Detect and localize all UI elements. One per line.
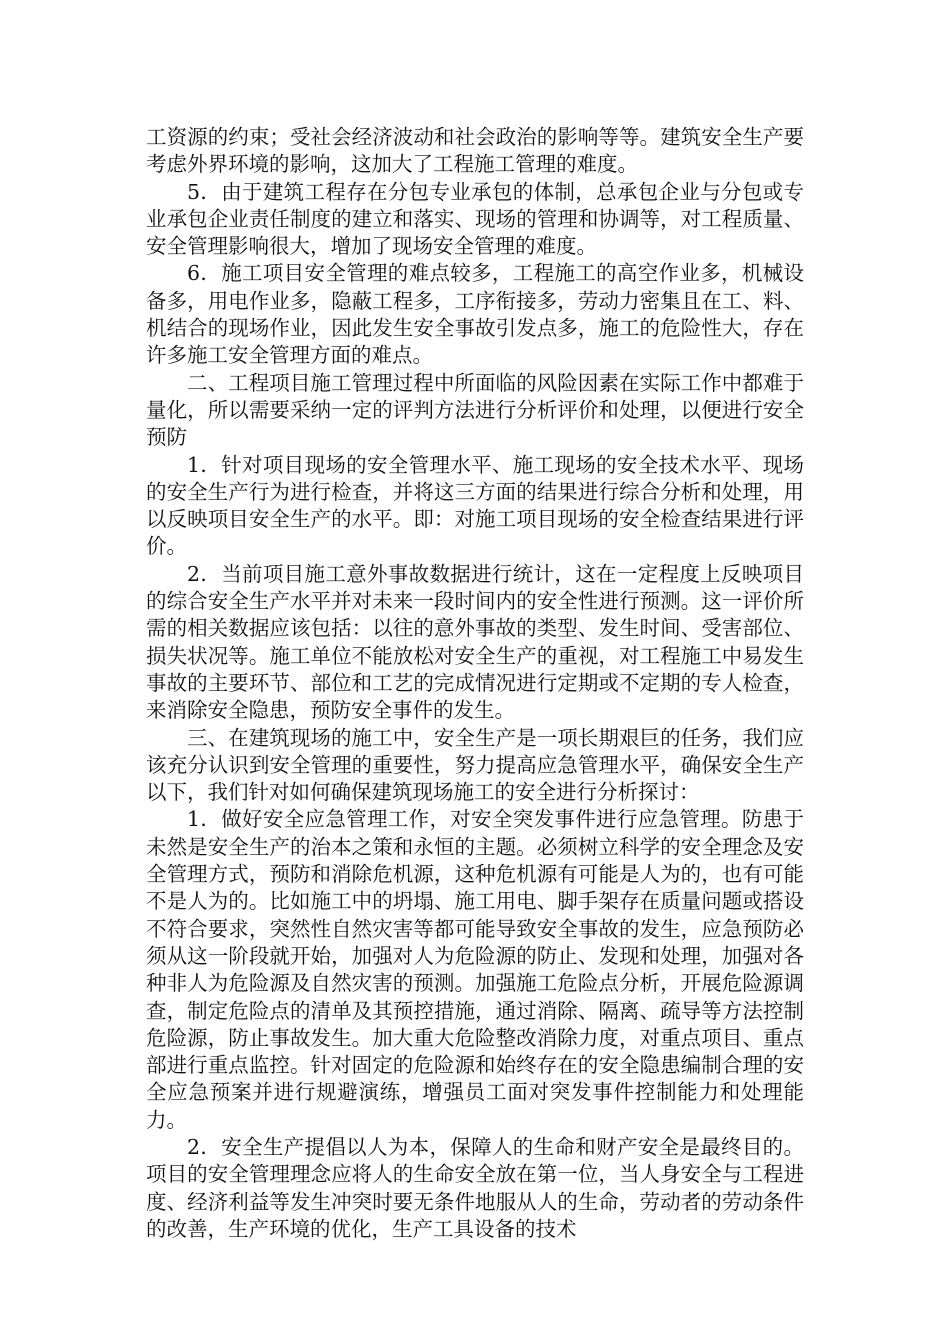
paragraph-continuation: 工资源的约束；受社会经济波动和社会政治的影响等等。建筑安全生产要考虑外界环境的影响，这加大了工程施工管理的难度。 — [146, 125, 804, 177]
section-heading-2: 二、工程项目施工管理过程中所面临的风险因素在实际工作中都难于量化，所以需要采纳一定的评判方法进行分析评价和处理，以便进行安全预防 — [146, 370, 804, 450]
paragraph-item-5: 5．由于建筑工程存在分包专业承包的体制，总承包企业与分包或专业承包企业责任制度的建立和落实、现场的管理和协调等，对工程质量、安全管理影响很大，增加了现场安全管理的难度。 — [146, 179, 804, 259]
paragraph-section3-item-1: 1．做好安全应急管理工作，对安全突发事件进行应急管理。防患于未然是安全生产的治本之策和永恒的主题。必须树立科学的安全理念及安全管理方式，预防和消除危机源，这种危机源有可能是人为的，也有可能不是人为的。比如施工中的坍塌、施工用电、脚手架存在质量问题或搭设不符合要求，突然性自然灾害等都可能导致安全事故的发生，应急预防必须从这一阶段就开始，加强对人为危险源的防止、发现和处理，加强对各种非人为危险源及自然灾害的预测。加强施工危险点分析，开展危险源调查，制定危险点的清单及其预控措施，通过消除、隔离、疏导等方法控制危险源，防止事故发生。加大重大危险整改消除力度，对重点项目、重点部进行重点监控。针对固定的危险源和始终存在的安全隐患编制合理的安全应急预案并进行规避演练，增强员工面对突发事件控制能力和处理能力。 — [146, 807, 804, 1132]
paragraph-item-6: 6．施工项目安全管理的难点较多，工程施工的高空作业多，机械设备多，用电作业多，隐蔽工程多，工序衔接多，劳动力密集且在工、料、机结合的现场作业，因此发生安全事故引发点多，施工的危险性大，存在许多施工安全管理方面的难点。 — [146, 261, 804, 368]
section-heading-3: 三、在建筑现场的施工中，安全生产是一项长期艰巨的任务，我们应该充分认识到安全管理的重要性，努力提高应急管理水平，确保安全生产以下，我们针对如何确保建筑现场施工的安全进行分析探讨： — [146, 725, 804, 805]
paragraph-section2-item-1: 1．针对项目现场的安全管理水平、施工现场的安全技术水平、现场的安全生产行为进行检查，并将这三方面的结果进行综合分析和处理，用以反映项目安全生产的水平。即：对施工项目现场的安全检查结果进行评价。 — [146, 452, 804, 559]
document-page — [146, 124, 804, 1243]
paragraph-section3-item-2: 2．安全生产提倡以人为本，保障人的生命和财产安全是最终目的。项目的安全管理理念应将人的生命安全放在第一位，当人身安全与工程进度、经济利益等发生冲突时要无条件地服从人的生命，劳动者的劳动条件的改善，生产环境的优化，生产工具设备的技术 — [146, 1134, 804, 1241]
paragraph-section2-item-2: 2．当前项目施工意外事故数据进行统计，这在一定程度上反映项目的综合安全生产水平并对未来一段时间内的安全性进行预测。这一评价所需的相关数据应该包括：以往的意外事故的类型、发生时间、受害部位、损失状况等。施工单位不能放松对安全生产的重视，对工程施工中易发生事故的主要环节、部位和工艺的完成情况进行定期或不定期的专人检查，来消除安全隐患，预防安全事件的发生。 — [146, 561, 804, 723]
